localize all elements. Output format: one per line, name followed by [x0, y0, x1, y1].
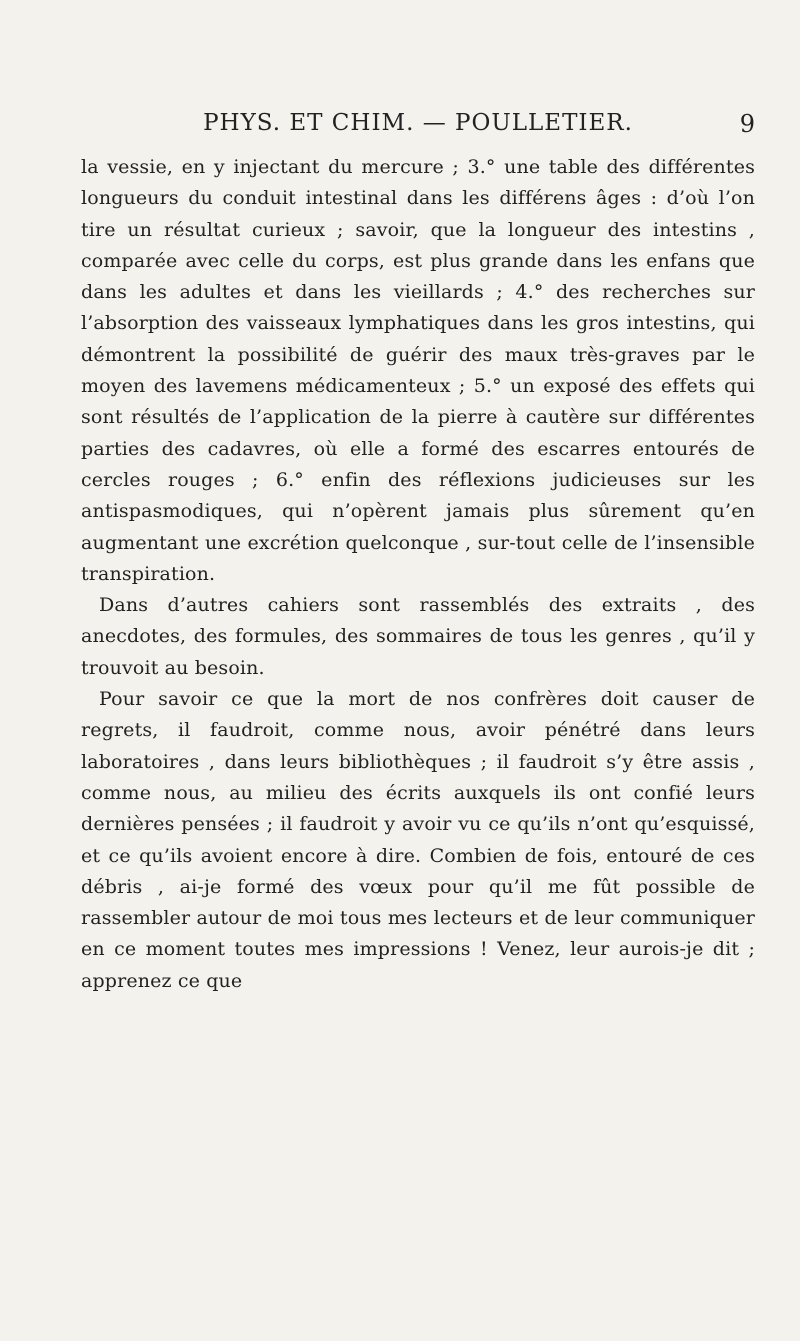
- body-text: [81, 152, 755, 997]
- paragraph-regrets: Pour savoir ce que la mort de nos confrères doit causer de regrets, il faudroit, comme nous, avoir pénétré dans leurs laboratoires , dans leurs bibliothèques ; il faudroit s’y être assis , comme nous, au milieu des écrits auxquels ils ont confié leurs dernières pensées ; il faudroit y avoir vu ce qu’ils n’ont qu’esquissé, et ce qu’ils avoient encore à dire. Combien de fois, entouré de ces débris , ai-je formé des vœux pour qu’il me fût possible de rassembler autour de moi tous mes lecteurs et de leur communiquer en ce moment toutes mes impressions ! Venez, leur aurois-je dit ; apprenez ce que: [81, 688, 755, 992]
- paragraph-continued: la vessie, en y injectant du mercure ; 3.° une table des différentes longueurs du conduit intestinal dans les différens âges : d’où l’on tire un résultat curieux ; savoir, que la longueur des intestins , comparée avec celle du corps, est plus grande dans les enfans que dans les adultes et dans les vieillards ; 4.° des recherches sur l’absorption des vaisseaux lymphatiques dans les gros intestins, qui démontrent la possibilité de guérir des maux très-graves par le moyen des lavemens médicamenteux ; 5.° un exposé des effets qui sont résultés de l’application de la pierre à cautère sur différentes parties des cadavres, où elle a formé des escarres entourés de cercles rouges ; 6.° enfin des réflexions judicieuses sur les antispasmodiques, qui n’opèrent jamais plus sûrement qu’en augmentant une excrétion quelconque , sur-tout celle de l’insensible transpiration.: [81, 156, 755, 585]
- page-number: 9: [739, 110, 755, 138]
- running-title: PHYS. ET CHIM. — POULLETIER.: [203, 110, 633, 136]
- running-head: [81, 110, 755, 144]
- paragraph-cahiers: Dans d’autres cahiers sont rassemblés des extraits , des anecdotes, des formules, des sommaires de tous les genres , qu’il y trouvoit au besoin.: [81, 594, 755, 679]
